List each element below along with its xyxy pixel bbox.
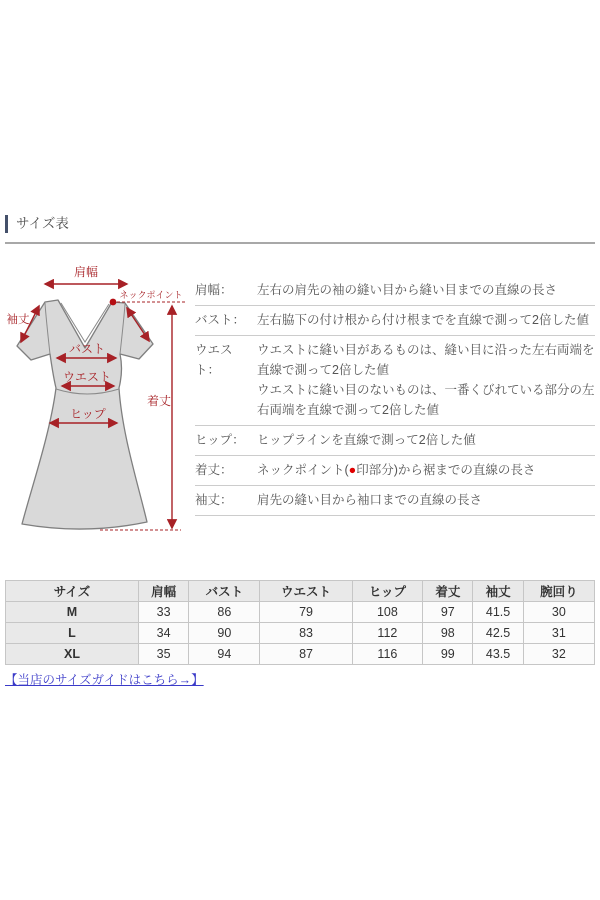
size-table-cell: 112 <box>352 623 423 644</box>
definition-term: バスト： <box>195 313 246 327</box>
size-table-cell: 43.5 <box>473 644 523 665</box>
size-table-cell: 34 <box>139 623 189 644</box>
size-table-cell: 87 <box>260 644 352 665</box>
size-table-header: 袖丈 <box>473 581 523 602</box>
size-table-cell: 108 <box>352 602 423 623</box>
size-table-cell: 30 <box>523 602 594 623</box>
size-table-header: ウエスト <box>260 581 352 602</box>
size-table-cell: 41.5 <box>473 602 523 623</box>
definition-description: 左右の肩先の袖の縫い目から縫い目までの直線の長さ <box>257 283 558 297</box>
diagram-label-shoulder-width: 肩幅 <box>73 265 99 279</box>
size-table-cell: 99 <box>423 644 473 665</box>
diagram-label-hip: ヒップ <box>70 407 106 421</box>
title-divider <box>5 242 595 244</box>
size-table-cell: 32 <box>523 644 594 665</box>
definition-description <box>257 460 595 480</box>
size-table-cell: 35 <box>139 644 189 665</box>
definition-description-text: ネックポイント( <box>257 463 349 477</box>
section-title: サイズ表 <box>5 215 69 233</box>
definition-row-body-length <box>195 456 595 486</box>
size-table-row-m <box>6 602 595 623</box>
definition-row-waist <box>195 336 595 426</box>
definition-term: 肩幅： <box>195 283 233 297</box>
size-table-cell: 98 <box>423 623 473 644</box>
measurement-definitions <box>195 276 595 516</box>
definition-description: 肩先の縫い目から袖口までの直線の長さ <box>257 493 483 507</box>
dress-measurement-diagram <box>0 256 195 548</box>
size-table-header-row <box>6 581 595 602</box>
definition-description-line: ウエストに縫い目があるものは、縫い目に沿った左右両端を直線で測って2倍した値 <box>257 343 595 377</box>
definition-row-bust <box>195 306 595 336</box>
size-label: L <box>6 623 139 644</box>
size-table <box>5 580 595 665</box>
size-table-cell: 90 <box>189 623 260 644</box>
size-table-cell: 94 <box>189 644 260 665</box>
definition-description-text: 印部分)から裾までの直線の長さ <box>356 463 536 477</box>
size-table-header: 腕回り <box>523 581 594 602</box>
diagram-label-body-length: 着丈 <box>146 394 172 408</box>
neck-point-dot <box>110 299 117 306</box>
size-table-header: 着丈 <box>423 581 473 602</box>
definition-term: 袖丈： <box>195 493 233 507</box>
size-table-cell: 97 <box>423 602 473 623</box>
size-table-header: 肩幅 <box>139 581 189 602</box>
definition-row-sleeve-length <box>195 486 595 516</box>
size-table-row-l <box>6 623 595 644</box>
size-table-cell: 42.5 <box>473 623 523 644</box>
size-guide-link[interactable]: 【当店のサイズガイドはこちら→】 <box>5 673 204 687</box>
diagram-label-bust: バスト <box>68 342 106 356</box>
diagram-label-waist: ウエスト <box>62 370 112 384</box>
definition-term: ウエスト： <box>195 343 233 377</box>
diagram-label-sleeve-length: 袖丈 <box>6 314 30 326</box>
size-table-cell: 31 <box>523 623 594 644</box>
size-table-cell: 116 <box>352 644 423 665</box>
definition-description: ヒップラインを直線で測って2倍した値 <box>257 433 476 447</box>
size-label: M <box>6 602 139 623</box>
red-dot-mark: ● <box>348 463 357 477</box>
size-table-row-xl <box>6 644 595 665</box>
definition-term: ヒップ： <box>195 433 245 447</box>
size-table-cell: 83 <box>260 623 352 644</box>
size-table-cell: 86 <box>189 602 260 623</box>
diagram-label-neck-point: ネックポイント <box>119 290 183 300</box>
size-table-header: ヒップ <box>352 581 423 602</box>
definition-row-shoulder <box>195 276 595 306</box>
size-table-cell: 79 <box>260 602 352 623</box>
definition-description: 左右脇下の付け根から付け根までを直線で測って2倍した値 <box>257 313 589 327</box>
definition-description <box>257 340 595 420</box>
size-label: XL <box>6 644 139 665</box>
definition-description-line: ウエストに縫い目のないものは、一番くびれている部分の左右両端を直線で測って2倍した値 <box>257 383 595 417</box>
size-table-cell: 33 <box>139 602 189 623</box>
size-table-header: サイズ <box>6 581 139 602</box>
definition-term: 着丈： <box>195 463 233 477</box>
definition-row-hip <box>195 426 595 456</box>
size-table-header: バスト <box>189 581 260 602</box>
